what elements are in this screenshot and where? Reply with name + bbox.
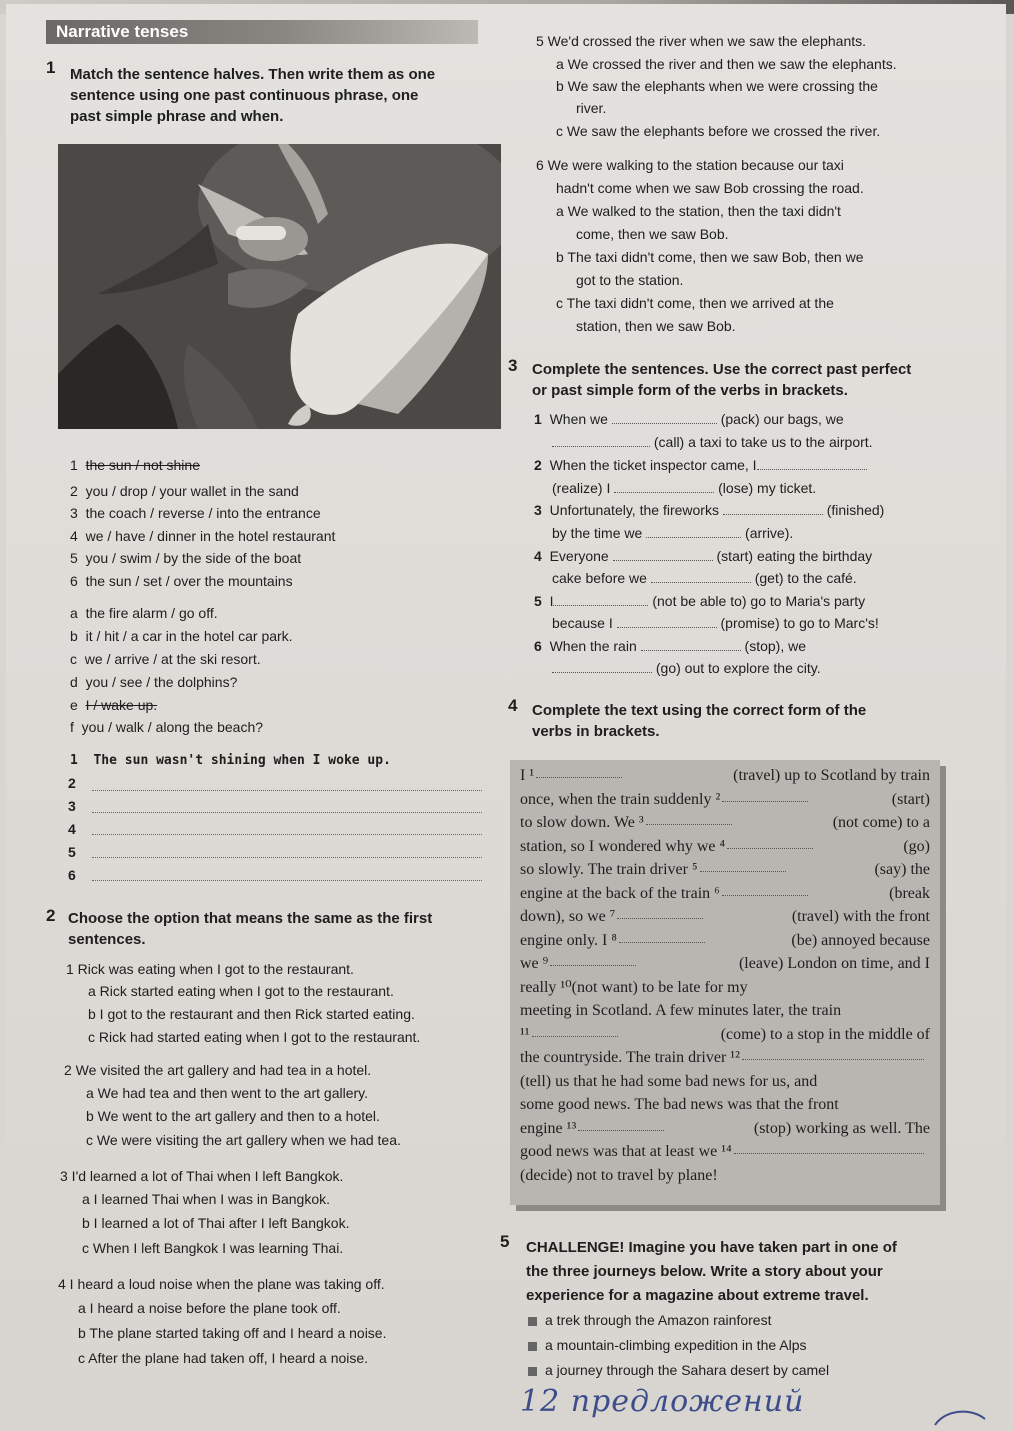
ex4-text-segment: meeting in Scotland. A few minutes later, the train [520,1002,842,1019]
ex1-instruction-line: Match the sentence halves. Then write them as one [70,66,436,83]
blank-5-2[interactable] [617,614,717,628]
ex3-line-2 [534,454,867,476]
answer-number: 1 [70,753,78,768]
ex3-text: (go) out to explore the city. [655,660,821,676]
letter-label: a [70,605,78,621]
letter-label: c [70,651,77,667]
ex2-q1-option-c[interactable]: c Rick had started eating when I got to the restaurant. [88,1029,421,1045]
ex2-q4-option-c[interactable]: c After the plane had taken off, I heard a noise. [78,1350,369,1366]
ex4-text-line [520,1140,930,1164]
ex3-item-number: 1 [534,411,542,427]
ex4-text-line [520,929,930,953]
ex3-line-5b [552,612,879,634]
ex1-number: 1 [46,58,56,77]
ex4-text-line [520,764,930,788]
section-title: Narrative tenses [56,22,189,41]
ex3-text: When the ticket inspector came, I [549,457,757,473]
ex3-text: because I [552,615,613,631]
ex3-text: (arrive). [745,525,794,541]
ex3-text: by the time we [552,525,643,541]
ex2-q6-option-c-cont: station, then we saw Bob. [576,318,736,334]
ex5-instruction-line: CHALLENGE! Imagine you have taken part in one of [526,1239,897,1256]
ex3-line-4 [534,545,872,567]
ex4-blank[interactable] [734,1140,924,1154]
ex2-q2-option-b[interactable]: b We went to the art gallery and then to a hotel. [86,1108,380,1124]
ex2-q6-stem-cont: hadn't come when we saw Bob crossing the road. [556,180,864,196]
ex4-text-line [520,1164,930,1188]
item-number: 3 [70,505,78,521]
letter-text: you / walk / along the beach? [81,719,264,735]
ex4-text-segment: I ¹ [520,767,535,784]
ex2-q6-option-a-cont: come, then we saw Bob. [576,226,729,242]
ex4-text-segment: so slowly. The train driver ⁵ [520,861,698,878]
square-bullet-icon [528,1367,537,1376]
ex5-instruction-line: experience for a magazine about extreme travel. [526,1287,869,1304]
ex2-q5-option-b[interactable]: b We saw the elephants when we were crossing the [556,78,878,94]
ex3-text: cake before we [552,570,647,586]
ex2-q5-option-b-cont: river. [576,100,607,116]
ex4-text-segment: (not come) to a [832,814,930,831]
ex3-text: (not be able to) go to Maria's party [652,593,866,609]
ex2-q1-option-a[interactable]: a Rick started eating when I got to the restaurant. [88,983,394,999]
ex4-number: 4 [508,696,518,715]
ex4-text-line [520,1093,930,1117]
ex2-q4-option-a[interactable]: a I heard a noise before the plane took off. [78,1300,341,1316]
ex3-item-number: 3 [534,502,542,518]
ex4-text-segment: (travel) up to Scotland by train [733,767,930,784]
ex4-text-segment: down), so we ⁷ [520,908,616,925]
ex3-line-1 [534,408,844,430]
answer-line-4[interactable] [92,834,482,835]
ex2-q1-option-b[interactable]: b I got to the restaurant and then Rick started eating. [88,1006,415,1022]
ex3-line-3b [552,522,793,544]
blank-4-2[interactable] [651,569,751,583]
answer-line-5[interactable] [92,857,482,858]
ex3-text: (pack) our bags, we [720,411,844,427]
ex2-q1-stem: 1 Rick was eating when I got to the restaurant. [66,961,354,977]
ex4-text-segment: (break [889,884,930,902]
ex3-text: Unfortunately, the fireworks [549,502,719,518]
ex3-text: (get) to the café. [754,570,857,586]
ex4-passage [520,764,930,1187]
ex4-instruction [532,700,866,742]
item-text: you / swim / by the side of the boat [85,550,302,566]
ex4-text-segment: engine at the back of the train ⁶ [520,884,720,902]
ex4-instruction-line: Complete the text using the correct form of the [532,702,867,719]
square-bullet-icon [528,1342,537,1351]
bullet-text: a journey through the Sahara desert by camel [545,1362,830,1378]
ex4-text-line [520,835,930,859]
ex3-line-5 [534,590,865,612]
ex3-instruction-line: Complete the sentences. Use the correct past perfect [532,361,912,378]
ex2-q3-option-a[interactable]: a I learned Thai when I was in Bangkok. [82,1191,331,1207]
ex3-line-6b [552,657,821,679]
ex2-q3-stem: 3 I'd learned a lot of Thai when I left Bangkok. [60,1168,344,1184]
ex4-text-segment: (decide) not to travel by plane! [520,1166,718,1184]
item-text: the sun / not shine [85,457,200,473]
ex3-instruction-line: or past simple form of the verbs in brackets. [532,382,848,399]
ex3-text: When we [549,411,608,427]
ex1-item-1 [70,454,200,476]
square-bullet-icon [528,1317,537,1326]
ex4-text-segment: some good news. The bad news was that the front [520,1096,839,1113]
ex2-q6-option-b[interactable]: b The taxi didn't come, then we saw Bob, then we [556,249,864,265]
ex4-text-segment: we ⁹ [520,955,549,972]
ex2-instruction [68,908,432,950]
ex2-q3-option-b[interactable]: b I learned a lot of Thai after I left Bangkok. [82,1215,350,1231]
item-number: 1 [70,457,78,473]
ex3-text: (lose) my ticket. [718,480,817,496]
ex2-q2-option-a[interactable]: a We had tea and then went to the art gallery. [86,1085,368,1101]
item-text: we / have / dinner in the hotel restaurant [85,528,336,544]
blank-3-2[interactable] [646,524,741,538]
ex2-q4-option-b[interactable]: b The plane started taking off and I heard a noise. [78,1325,387,1341]
ex3-line-4b [552,567,857,589]
ex3-line-1b [552,431,873,453]
letter-text: I / wake up. [85,697,158,713]
blank-4-1[interactable] [613,547,713,561]
letter-label: f [70,719,74,735]
ex3-text: (finished) [826,502,885,518]
ex4-blank[interactable] [550,952,636,966]
ex2-instruction-line: sentences. [68,931,146,948]
ex5-instruction [526,1236,897,1308]
ex4-text-line [520,1046,930,1070]
ex2-number: 2 [46,906,56,925]
ex3-instruction [532,359,911,401]
ex1-letter-b [70,625,293,647]
ex5-bullet-2 [528,1334,807,1356]
blank-1-2[interactable] [552,433,650,447]
ex4-text-segment: to slow down. We ³ [520,814,644,831]
ex3-line-2b [552,477,816,499]
ex2-q5-option-a[interactable]: a We crossed the river and then we saw the elephants. [556,56,897,72]
ex4-text-line [520,811,930,835]
ex5-instruction-line: the three journeys below. Write a story about your [526,1263,883,1280]
ex1-item-3 [70,502,321,524]
ex5-number: 5 [500,1232,510,1251]
bullet-text: a mountain-climbing expedition in the Alps [545,1337,807,1353]
ex4-blank[interactable] [700,858,786,872]
ex1-instruction [70,64,435,127]
ex2-q5-option-c[interactable]: c We saw the elephants before we crossed the river. [556,123,881,139]
ex4-text-line [520,788,930,812]
ex3-line-6 [534,635,806,657]
ex4-text-segment: station, so I wondered why we ⁴ [520,837,726,855]
blank-2-2[interactable] [614,479,714,493]
ex2-q3-option-c[interactable]: c When I left Bangkok I was learning Thai. [82,1240,344,1256]
blank-1-1[interactable] [612,410,717,424]
ex5-bullet-3 [528,1359,829,1381]
ex4-text-segment: engine ¹³ [520,1119,577,1137]
ex1-letter-e [70,694,157,716]
item-text: the coach / reverse / into the entrance [85,505,321,521]
ex3-item-number: 2 [534,457,542,473]
ex4-text-line [520,858,930,882]
section-header [46,20,478,44]
ex3-item-number: 6 [534,638,542,654]
ex1-letter-f [70,716,263,738]
ex3-item-number: 4 [534,548,542,564]
ex1-item-2 [70,480,299,502]
handwritten-scribble-icon [930,1405,990,1431]
ex3-text: When the rain [549,638,637,654]
blank-5-1[interactable] [553,592,648,606]
ex4-text-box [510,760,940,1205]
handwritten-note: 12 предложений [520,1384,805,1419]
ex4-text-segment: engine only. I ⁸ [520,931,617,949]
ex2-q2-option-c[interactable]: c We were visiting the art gallery when we had tea. [86,1132,401,1148]
ex1-letter-a [70,602,218,624]
answer-num-3: 3 [68,798,76,814]
ex2-q2-stem: 2 We visited the art gallery and had tea in a hotel. [64,1062,372,1078]
ex1-example-answer [70,750,391,772]
ex3-line-3 [534,499,884,521]
item-number: 6 [70,573,78,589]
ex3-text: (realize) I [552,480,611,496]
letter-label: d [70,674,78,690]
ex4-text-line [520,1023,930,1047]
ex4-text-segment: (not want) to be late for my [571,978,748,996]
dolphin-illustration [58,144,501,429]
answer-num-2: 2 [68,775,76,791]
ex3-text: (start) eating the birthday [716,548,873,564]
item-text: you / drop / your wallet in the sand [85,483,299,499]
ex4-text-line [520,976,930,1000]
ex4-text-segment: (start) [891,790,930,808]
ex3-text: (stop), we [744,638,806,654]
letter-label: b [70,628,78,644]
ex1-letter-d [70,671,237,693]
ex4-blank[interactable] [727,835,813,849]
letter-text: it / hit / a car in the hotel car park. [85,628,293,644]
ex4-text-line [520,882,930,906]
ex4-text-line [520,999,930,1023]
answer-num-6: 6 [68,867,76,883]
ex1-letter-c [70,648,261,670]
letter-text: we / arrive / at the ski resort. [84,651,261,667]
dolphin-photo [58,144,501,429]
ex4-text-segment: (stop) working as well. The [753,1119,930,1137]
ex4-instruction-line: verbs in brackets. [532,723,660,740]
answer-line-2[interactable] [92,790,482,791]
ex5-bullet-1 [528,1309,771,1331]
letter-text: you / see / the dolphins? [85,674,238,690]
ex3-text: Everyone [549,548,609,564]
ex2-q5-stem: 5 We'd crossed the river when we saw the elephants. [536,33,867,49]
letter-text: the fire alarm / go off. [85,605,218,621]
ex4-text-line [520,1117,930,1141]
ex1-instruction-line: sentence using one past continuous phrase, one [70,87,419,104]
ex4-blank[interactable] [722,882,808,896]
ex1-item-6 [70,570,293,592]
ex4-text-segment: ¹¹ [520,1025,530,1043]
blank-6-1[interactable] [641,637,741,651]
ex2-q6-option-b-cont: got to the station. [576,272,684,288]
ex2-instruction-line: Choose the option that means the same as the first [68,910,433,927]
ex4-text-segment: (leave) London on time, and I [738,955,930,972]
ex4-text-segment: good news was that at least we ¹⁴ [520,1143,732,1160]
ex4-blank[interactable] [646,811,732,825]
ex4-text-line [520,1070,930,1094]
ex2-q6-stem: 6 We were walking to the station because our taxi [536,157,844,173]
ex4-text-segment: the countryside. The train driver ¹² [520,1049,740,1066]
ex4-blank[interactable] [722,788,808,802]
ex4-text-line [520,952,930,976]
ex3-text: I [549,593,554,609]
ex4-text-segment: (say) the [874,861,930,878]
ex2-q4-stem: 4 I heard a loud noise when the plane was taking off. [58,1276,385,1292]
ex4-blank[interactable] [619,929,705,943]
item-text: the sun / set / over the mountains [85,573,293,589]
ex3-text: (call) a taxi to take us to the airport. [653,434,873,450]
item-number: 4 [70,528,78,544]
example-text: The sun wasn't shining when I woke up. [93,753,391,768]
ex4-text-segment: (travel) with the front [791,908,930,925]
ex4-text-segment: really ¹⁰ [520,978,572,996]
item-number: 5 [70,550,78,566]
blank-6-2[interactable] [552,659,652,673]
ex2-q6-option-c[interactable]: c The taxi didn't come, then we arrived at the [556,295,834,311]
ex4-blank[interactable] [617,905,703,919]
ex4-text-segment: (go) [903,837,930,855]
ex3-number: 3 [508,356,518,375]
answer-line-3[interactable] [92,812,482,813]
ex1-instruction-line: past simple phrase and when. [70,108,284,125]
answer-num-5: 5 [68,844,76,860]
ex4-text-segment: (come) to a stop in the middle of [720,1025,930,1043]
ex3-item-number: 5 [534,593,542,609]
letter-label: e [70,697,78,713]
ex4-text-segment: once, when the train suddenly ² [520,790,721,808]
answer-num-4: 4 [68,821,76,837]
item-number: 2 [70,483,78,499]
ex3-text: (promise) to go to Marc's! [720,615,879,631]
answer-line-6[interactable] [92,880,482,881]
ex4-blank[interactable] [578,1117,664,1131]
bullet-text: a trek through the Amazon rainforest [545,1312,772,1328]
ex4-blank[interactable] [742,1046,924,1060]
ex4-text-line [520,905,930,929]
ex4-text-segment: (be) annoyed because [791,931,930,949]
ex1-item-5 [70,547,301,569]
blank-2-1[interactable] [757,456,867,470]
blank-3-1[interactable] [723,501,823,515]
ex4-blank[interactable] [536,764,622,778]
ex2-q6-option-a[interactable]: a We walked to the station, then the taxi didn't [556,203,841,219]
ex1-item-4 [70,525,335,547]
ex4-text-segment: (tell) us that he had some bad news for us, and [520,1072,818,1090]
ex4-blank[interactable] [532,1023,618,1037]
